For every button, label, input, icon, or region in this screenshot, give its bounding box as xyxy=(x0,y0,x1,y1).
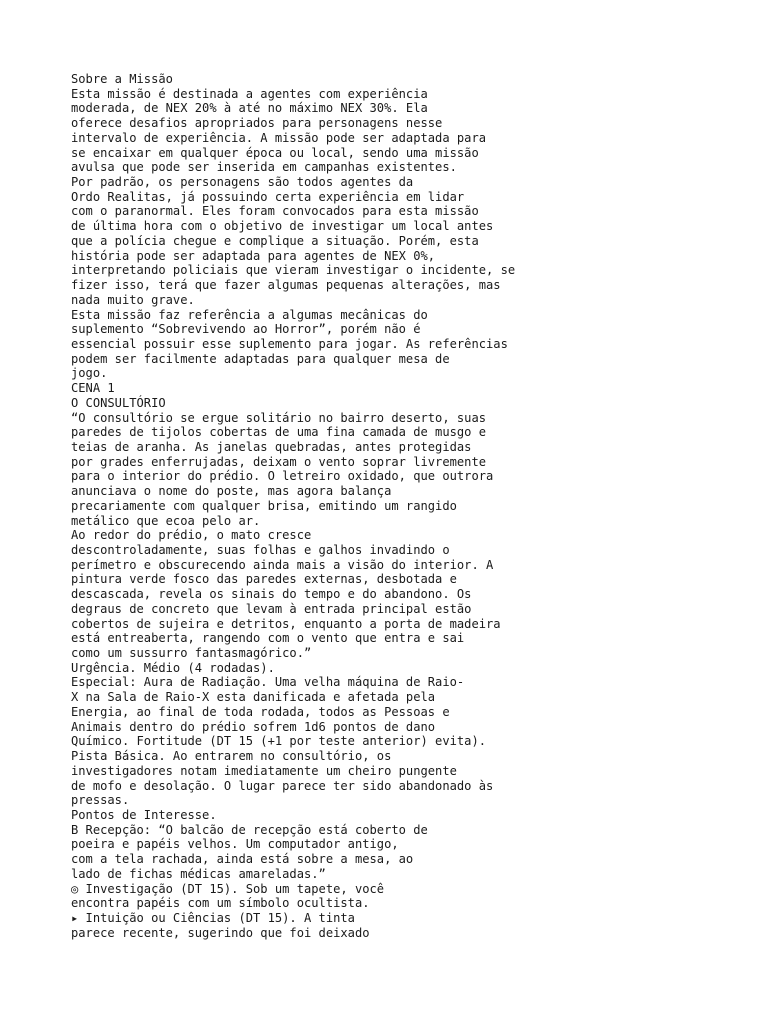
text-line: parece recente, sugerindo que foi deixado xyxy=(71,925,370,940)
text-line: paredes de tijolos cobertas de uma fina camada de musgo e xyxy=(71,425,487,440)
text-line: Pontos de Interesse. xyxy=(71,807,217,822)
text-line: anunciava o nome do poste, mas agora balança xyxy=(71,484,392,499)
text-line: Urgência. Médio (4 rodadas). xyxy=(71,660,275,675)
text-line: Ao redor do prédio, o mato cresce xyxy=(71,528,312,543)
text-line: Químico. Fortitude (DT 15 (+1 por teste anterior) evita). xyxy=(71,734,487,749)
text-line: pintura verde fosco das paredes externas, desbotada e xyxy=(71,572,457,587)
text-line: Sobre a Missão xyxy=(71,72,173,86)
text-line: que a polícia chegue e complique a situação. Porém, esta xyxy=(71,233,479,248)
text-line: ▸ Intuição ou Ciências (DT 15). A tinta xyxy=(71,910,355,925)
text-line: podem ser facilmente adaptadas para qualquer mesa de xyxy=(71,351,450,366)
text-line: nada muito grave. xyxy=(71,292,195,307)
text-line: essencial possuir esse suplemento para jogar. As referências xyxy=(71,336,508,351)
text-line: encontra papéis com um símbolo ocultista. xyxy=(71,896,370,911)
text-line: Por padrão, os personagens são todos agentes da xyxy=(71,175,414,190)
text-line: Esta missão é destinada a agentes com experiência xyxy=(71,86,428,101)
text-line: lado de fichas médicas amareladas.” xyxy=(71,866,326,881)
text-line: Pista Básica. Ao entrarem no consultório, os xyxy=(71,749,392,764)
text-line: Esta missão faz referência a algumas mecânicas do xyxy=(71,307,428,322)
text-line: Energia, ao final de toda rodada, todos as Pessoas e xyxy=(71,704,450,719)
text-line: descontroladamente, suas folhas e galhos invadindo o xyxy=(71,543,450,557)
text-line: de última hora com o objetivo de investigar um local antes xyxy=(71,219,494,234)
document-body xyxy=(71,72,751,940)
text-line: para o interior do prédio. O letreiro oxidado, que outrora xyxy=(71,469,494,484)
text-line: suplemento “Sobrevivendo ao Horror”, porém não é xyxy=(71,322,421,337)
text-line: poeira e papéis velhos. Um computador antigo, xyxy=(71,837,399,852)
text-line: interpretando policiais que vieram investigar o incidente, se xyxy=(71,263,516,278)
text-line: investigadores notam imediatamente um cheiro pungente xyxy=(71,763,457,778)
text-line: “O consultório se ergue solitário no bairro deserto, suas xyxy=(71,410,487,425)
text-line: B Recepção: “O balcão de recepção está coberto de xyxy=(71,822,428,837)
text-line: com a tela rachada, ainda está sobre a mesa, ao xyxy=(71,852,414,867)
text-line: de mofo e desolação. O lugar parece ter sido abandonado às xyxy=(71,778,494,793)
text-line: fizer isso, terá que fazer algumas pequenas alterações, mas xyxy=(71,278,501,293)
text-line: X na Sala de Raio-X esta danificada e afetada pela xyxy=(71,690,436,705)
text-line: ◎ Investigação (DT 15). Sob um tapete, você xyxy=(71,881,385,896)
text-line: como um sussurro fantasmagórico.” xyxy=(71,646,312,661)
text-line: avulsa que pode ser inserida em campanhas existentes. xyxy=(71,160,457,175)
text-line: Ordo Realitas, já possuindo certa experiência em lidar xyxy=(71,189,465,204)
text-line: moderada, de NEX 20% à até no máximo NEX 30%. Ela xyxy=(71,101,428,116)
text-line: metálico que ecoa pelo ar. xyxy=(71,513,261,528)
text-line: intervalo de experiência. A missão pode ser adaptada para xyxy=(71,130,487,145)
text-line: teias de aranha. As janelas quebradas, antes protegidas xyxy=(71,439,472,454)
text-line: história pode ser adaptada para agentes de NEX 0%, xyxy=(71,248,436,263)
text-line: pressas. xyxy=(71,793,130,808)
text-line: Especial: Aura de Radiação. Uma velha máquina de Raio- xyxy=(71,675,465,690)
text-line: com o paranormal. Eles foram convocados para esta missão xyxy=(71,204,479,219)
text-line: está entreaberta, rangendo com o vento que entra e sai xyxy=(71,631,465,646)
text-line: O CONSULTÓRIO xyxy=(71,395,166,410)
text-line: CENA 1 xyxy=(71,381,115,396)
text-line: descascada, revela os sinais do tempo e do abandono. Os xyxy=(71,587,472,602)
text-line: perímetro e obscurecendo ainda mais a visão do interior. A xyxy=(71,557,494,572)
text-line: por grades enferrujadas, deixam o vento soprar livremente xyxy=(71,454,487,469)
text-line: Animais dentro do prédio sofrem 1d6 pontos de dano xyxy=(71,719,436,734)
text-line: jogo. xyxy=(71,366,108,381)
text-line: cobertos de sujeira e detritos, enquanto a porta de madeira xyxy=(71,616,501,631)
text-line: se encaixar em qualquer época ou local, sendo uma missão xyxy=(71,145,479,160)
text-line: oferece desafios apropriados para personagens nesse xyxy=(71,116,443,131)
text-line: precariamente com qualquer brisa, emitindo um rangido xyxy=(71,498,457,513)
text-line: degraus de concreto que levam à entrada principal estão xyxy=(71,601,472,616)
